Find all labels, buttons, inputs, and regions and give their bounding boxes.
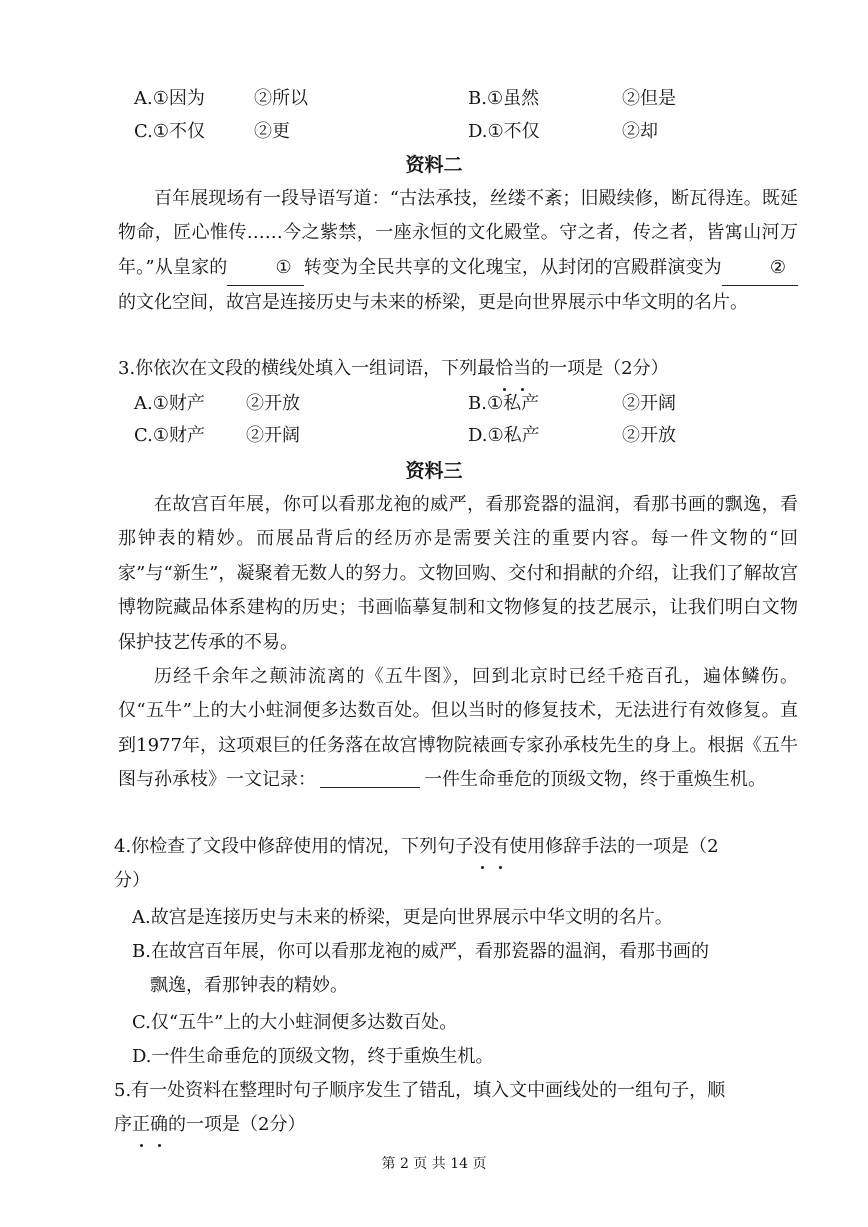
q2-option-a-first: A.①因为: [134, 88, 205, 109]
q3-option-b-second: ②开阔: [622, 393, 676, 414]
section3-paragraph-2-end: 一件生命垂危的顶级文物，终于重焕生机。: [424, 769, 766, 791]
q2-option-d-first: D.①不仅: [468, 121, 540, 142]
q4-emphasis-1: 没: [473, 830, 491, 864]
q3-option-d-first: D.①私产: [468, 425, 540, 446]
q4-emphasis-2: 有: [491, 830, 509, 864]
section3-title: 资料三: [405, 460, 463, 482]
q2-option-c-second: ②更: [254, 121, 290, 142]
section3-paragraph-2: [118, 660, 798, 798]
q4-stem-text: 4.你检查了文段中修辞使用的情况，下列句子: [114, 836, 474, 857]
q4-option-c: C.仅“五牛”上的大小蛀洞便多达数百处。: [132, 1012, 458, 1033]
q2-options-row-2: [0, 117, 868, 147]
q3-option-c-second: ②开阔: [246, 425, 300, 446]
q2-options-row-1: [0, 84, 868, 114]
q3-option-c-first: C.①财产: [134, 425, 205, 446]
q3-emphasis-2: 当: [513, 352, 531, 386]
section2-text-1: 百年展现场有一段导语写道：“古法承技，丝缕不紊；旧殿续修，断瓦得连。既延物命，匠心惟传……今之紫禁，一座永恒的文化殿堂。守之者，传之者，皆寓山河万年。”从皇家的: [118, 188, 798, 278]
section2-text-3: 的文化空间，故宫是连接历史与未来的桥梁，更是向世界展示中华文明的名片。: [118, 292, 748, 314]
q4-stem: [114, 830, 719, 864]
q5-stem-line-2: [114, 1108, 305, 1142]
q4-option-a: A.故宫是连接历史与未来的桥梁，更是向世界展示中华文明的名片。: [132, 907, 673, 928]
q3-stem-text: 3.你依次在文段的横线处填入一组词语，下列最: [118, 358, 496, 379]
q3-option-a-second: ②开放: [246, 393, 300, 414]
section2-text-2: 转变为全民共享的文化瑰宝，从封闭的宫殿群演变为: [303, 256, 722, 278]
q4-stem-line-2: 分）: [114, 870, 150, 891]
q3-option-d-second: ②开放: [622, 425, 676, 446]
q2-option-b-first: B.①虽然: [468, 88, 540, 109]
section3-paragraph-2-text: 历经千余年之颠沛流离的《五牛图》，回到北京时已经千疮百孔，遍体鳞伤。仅“五牛”上的大小蛀洞便多达数百处。但以当时的修复技术，无法进行有效修复。直到1977年，这项艰巨的任务落在故宫博物院裱画专家孙承枝先生的身上。根据《五牛图与孙承枝》一文记录：: [118, 666, 798, 791]
section2-blank-2: ②: [722, 251, 798, 286]
section2-title: 资料二: [405, 154, 463, 176]
q5-stem-text: 序: [114, 1114, 132, 1135]
q2-option-d-second: ②却: [622, 121, 658, 142]
section2-blank-1: ①: [227, 251, 303, 286]
q3-emphasis-1: 恰: [495, 352, 513, 386]
q3-option-a-first: A.①财产: [134, 393, 205, 414]
q3-stem-end: 的一项是（2分）: [531, 358, 669, 379]
q3-options-row-2: [0, 421, 868, 451]
q2-option-a-second: ②所以: [254, 88, 308, 109]
q4-option-b-continued: 飘逸，看那钟表的精妙。: [150, 975, 348, 996]
q2-option-b-second: ②但是: [622, 88, 676, 109]
section3-paragraph-1: 在故宫百年展，你可以看那龙袍的威严，看那瓷器的温润，看那书画的飘逸，看那钟表的精妙。而展品背后的经历亦是需要关注的重要内容。每一件文物的“回家”与“新生”，凝聚着无数人的努力。文物回购、交付和捐献的介绍，让我们了解故宫博物院藏品体系建构的历史；书画临摹复制和文物修复的技艺展示，让我们明白文物保护技艺传承的不易。: [118, 494, 798, 653]
q5-emphasis-2: 确: [150, 1108, 168, 1142]
section3-answer-blank: [320, 769, 420, 788]
q4-option-b: B.在故宫百年展，你可以看那龙袍的威严，看那瓷器的温润，看那书画的: [132, 941, 709, 962]
section2-paragraph: [118, 182, 798, 321]
q4-stem-end: 使用修辞手法的一项是（2: [509, 836, 719, 857]
q3-stem: [118, 352, 669, 386]
q5-emphasis-1: 正: [132, 1108, 150, 1142]
q5-stem: 5.有一处资料在整理时句子顺序发生了错乱，填入文中画线处的一组句子，顺: [114, 1080, 726, 1101]
q5-stem-end: 的一项是（2分）: [168, 1114, 306, 1135]
q4-option-d: D.一件生命垂危的顶级文物，终于重焕生机。: [132, 1046, 494, 1067]
q3-option-b-first: B.①私产: [468, 393, 540, 414]
page-footer: 第 2 页 共 14 页: [381, 1156, 487, 1172]
q3-options-row-1: [0, 389, 868, 419]
q2-option-c-first: C.①不仅: [134, 121, 205, 142]
